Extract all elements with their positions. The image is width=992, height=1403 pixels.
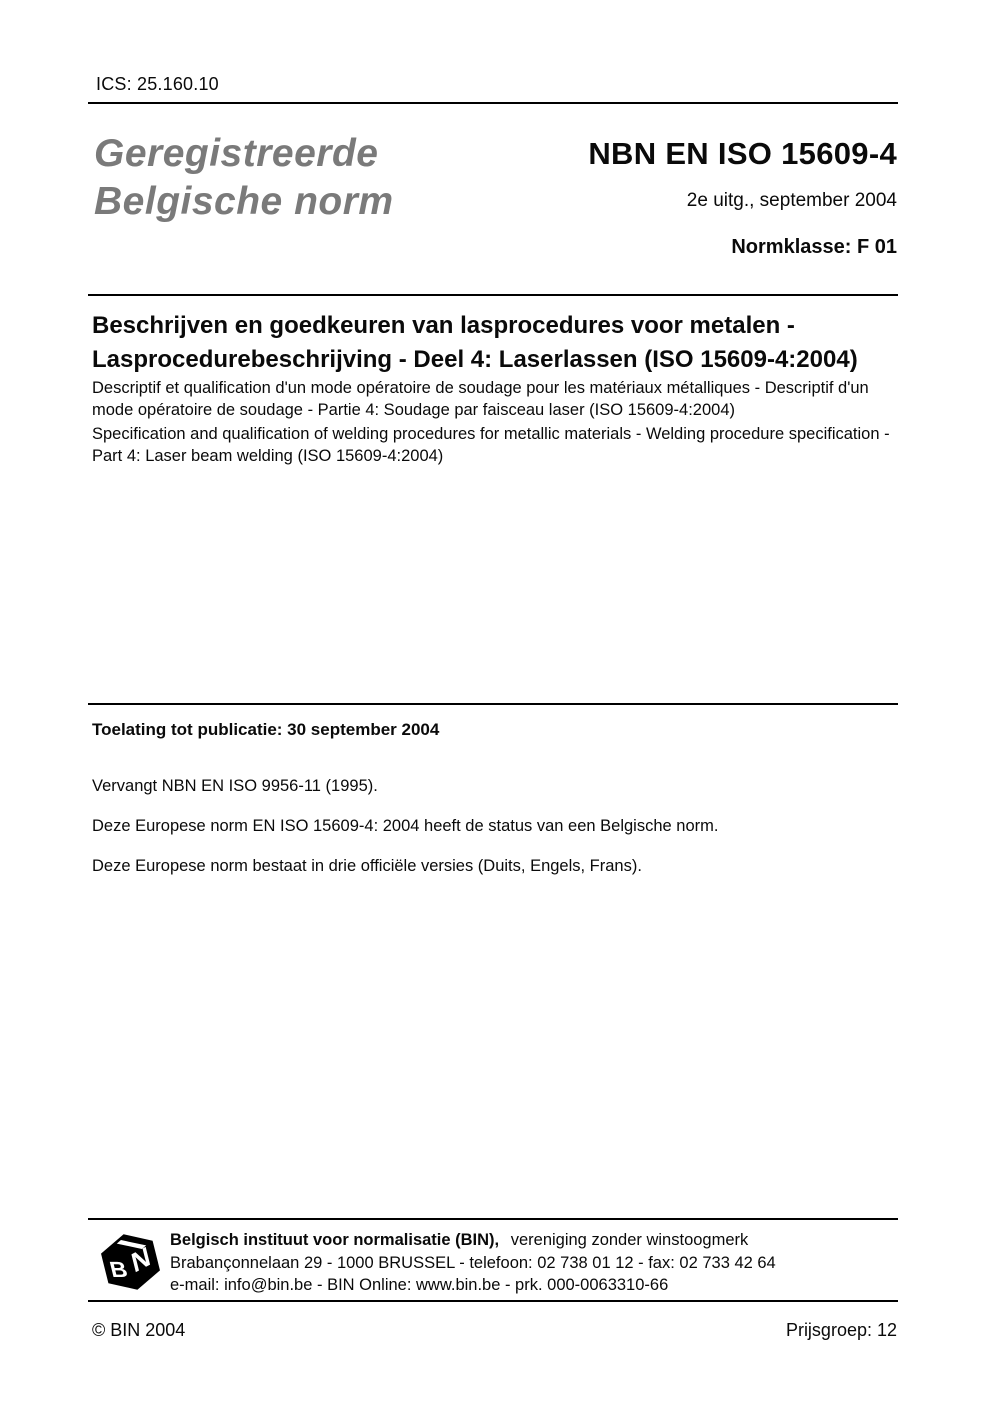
svg-text:N: N [128,1240,154,1279]
status-note: Deze Europese norm EN ISO 15609-4: 2004 heeft de status van een Belgische norm. [92,817,719,835]
title-english-line1: Specification and qualification of welding procedures for metallic materials - Welding procedure specification - [92,425,890,443]
edition-date: 2e uitg., september 2004 [686,190,897,211]
title-dutch-line1: Beschrijven en goedkeuren van lasprocedures voor metalen - [92,312,795,339]
institute-name: Belgisch instituut voor normalisatie (BIN), [170,1231,500,1249]
bottom-row [92,1320,897,1341]
ics-code: ICS: 25.160.10 [96,74,219,94]
standard-id-block [588,136,897,259]
publication-approval: Toelating tot publicatie: 30 september 2004 [92,720,440,739]
price-group: Prijsgroep: 12 [785,1320,897,1340]
divider-footer-top [88,1218,898,1220]
registered-norm-heading [94,130,394,226]
divider-top [88,102,898,104]
title-french-line1: Descriptif et qualification d'un mode opératoire de soudage pour les matériaux métalliques - Descriptif d'un [92,379,869,397]
institute-type: vereniging zonder winstoogmerk [510,1231,749,1249]
divider-title [88,294,898,296]
versions-note: Deze Europese norm bestaat in drie officiële versies (Duits, Engels, Frans). [92,857,642,875]
copyright-notice: © BIN 2004 [92,1320,186,1340]
divider-publication [88,703,898,705]
registered-norm-line2: Belgische norm [94,180,394,223]
institute-name-line [170,1229,776,1252]
institute-info-block [170,1229,776,1297]
title-english [92,424,912,467]
standard-number: NBN EN ISO 15609-4 [588,136,897,171]
title-french-line2: mode opératoire de soudage - Partie 4: Soudage par faisceau laser (ISO 15609-4:2004) [92,400,735,419]
institute-contact: e-mail: info@bin.be - BIN Online: www.bin.be - prk. 000-0063310-66 [170,1276,669,1294]
divider-footer-bottom [88,1300,898,1302]
title-english-line2: Part 4: Laser beam welding (ISO 15609-4:2004) [92,446,444,465]
registered-norm-line1: Geregistreerde [94,132,379,175]
svg-text:B: B [106,1257,131,1283]
replaces-note: Vervangt NBN EN ISO 9956-11 (1995). [92,777,378,795]
norm-class: Normklasse: F 01 [731,236,897,258]
title-french [92,378,912,421]
bin-cube-logo-icon [99,1230,162,1294]
institute-address: Brabançonnelaan 29 - 1000 BRUSSEL - telefoon: 02 738 01 12 - fax: 02 733 42 64 [170,1253,776,1272]
title-dutch [92,309,912,377]
title-dutch-line2: Lasprocedurebeschrijving - Deel 4: Laserlassen (ISO 15609-4:2004) [92,346,858,373]
